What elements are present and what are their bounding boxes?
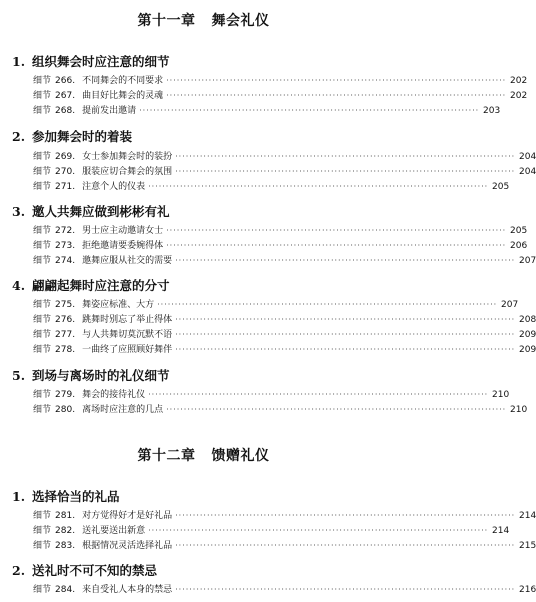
entry-prefix: 细节 xyxy=(33,76,52,86)
page-number: 203 xyxy=(483,106,501,116)
toc-entry[interactable] xyxy=(33,238,528,252)
page-number: 209 xyxy=(519,345,536,355)
toc-entry[interactable] xyxy=(33,149,536,163)
page-number: 210 xyxy=(492,390,510,400)
entry-number: 273. xyxy=(55,241,76,251)
entry-number: 281. xyxy=(55,511,76,521)
section-title: 翩翩起舞时应注意的分寸 xyxy=(32,278,170,293)
section-title: 参加舞会时的着装 xyxy=(32,129,133,144)
dot-leader: ································································································ xyxy=(175,167,516,176)
section-number: 1. xyxy=(12,489,26,504)
entry-title: 女士参加舞会时的装扮 xyxy=(82,152,173,162)
entry-title: 曲目好比舞会的灵魂 xyxy=(82,91,164,101)
section-heading xyxy=(12,561,395,579)
section-heading xyxy=(12,366,395,384)
dot-leader: ································································································ xyxy=(166,241,507,250)
entry-number: 280. xyxy=(55,405,76,415)
entry-title: 一曲终了应照顾好舞伴 xyxy=(82,345,173,355)
entry-title: 来自受礼人本身的禁忌 xyxy=(82,585,173,595)
page-number: 206 xyxy=(510,241,528,251)
chapter-title xyxy=(0,10,407,30)
dot-leader: ································································································ xyxy=(175,330,516,339)
page-number: 204 xyxy=(519,167,536,177)
entry-prefix: 细节 xyxy=(33,330,52,340)
page-number: 205 xyxy=(510,226,528,236)
chapter-name: 馈赠礼仪 xyxy=(211,448,270,464)
toc-entry[interactable] xyxy=(33,103,501,117)
toc-entry[interactable] xyxy=(33,508,536,522)
dot-leader: ································································································ xyxy=(166,405,507,414)
section-title: 组织舞会时应注意的细节 xyxy=(32,54,170,69)
entry-number: 274. xyxy=(55,256,76,266)
entry-title: 送礼要送出新意 xyxy=(82,526,146,536)
entry-number: 270. xyxy=(55,167,76,177)
page-number: 210 xyxy=(510,405,528,415)
dot-leader: ································································································ xyxy=(175,152,516,161)
entry-prefix: 细节 xyxy=(33,182,52,192)
section-number: 3. xyxy=(12,204,26,219)
section-title: 到场与离场时的礼仪细节 xyxy=(32,368,170,383)
page-number: 215 xyxy=(519,541,536,551)
page-number: 207 xyxy=(519,256,536,266)
entry-number: 267. xyxy=(55,91,76,101)
entry-prefix: 细节 xyxy=(33,585,52,595)
entry-prefix: 细节 xyxy=(33,152,52,162)
dot-leader: ································································································ xyxy=(175,315,516,324)
section-heading xyxy=(12,487,395,505)
chapter-number: 第十二章 xyxy=(137,448,196,464)
entry-number: 266. xyxy=(55,76,76,86)
dot-leader: ································································································ xyxy=(175,541,516,550)
section-heading xyxy=(12,276,395,294)
section-number: 2. xyxy=(12,563,26,578)
entry-title: 舞姿应标准、大方 xyxy=(82,300,155,310)
entry-number: 277. xyxy=(55,330,76,340)
dot-leader: ································································································ xyxy=(139,106,480,115)
entry-number: 275. xyxy=(55,300,76,310)
section-number: 1. xyxy=(12,54,26,69)
entry-prefix: 细节 xyxy=(33,405,52,415)
entry-prefix: 细节 xyxy=(33,390,52,400)
chapter-number: 第十一章 xyxy=(137,13,196,29)
entry-prefix: 细节 xyxy=(33,256,52,266)
dot-leader: ································································································ xyxy=(148,182,489,191)
entry-title: 拒绝邀请要委婉得体 xyxy=(82,241,164,251)
toc-entry[interactable] xyxy=(33,342,536,356)
dot-leader: ································································································ xyxy=(175,256,516,265)
entry-number: 278. xyxy=(55,345,76,355)
dot-leader: ································································································ xyxy=(175,585,516,594)
section-number: 2. xyxy=(12,129,26,144)
toc-entry[interactable] xyxy=(33,327,536,341)
entry-prefix: 细节 xyxy=(33,106,52,116)
entry-title: 注意个人的仪表 xyxy=(82,182,146,192)
entry-prefix: 细节 xyxy=(33,241,52,251)
toc-entry[interactable] xyxy=(33,387,510,401)
entry-number: 276. xyxy=(55,315,76,325)
entry-number: 268. xyxy=(55,106,76,116)
entry-title: 与人共舞切莫沉默不语 xyxy=(82,330,173,340)
toc-entry[interactable] xyxy=(33,223,528,237)
dot-leader: ································································································ xyxy=(175,511,516,520)
entry-prefix: 细节 xyxy=(33,315,52,325)
entry-title: 跳舞时别忘了举止得体 xyxy=(82,315,173,325)
page-number: 208 xyxy=(519,315,536,325)
page-number: 202 xyxy=(510,76,528,86)
entry-title: 提前发出邀请 xyxy=(82,106,137,116)
dot-leader: ································································································ xyxy=(175,345,516,354)
toc-entry[interactable] xyxy=(33,582,536,596)
page-number: 202 xyxy=(510,91,528,101)
section-title: 送礼时不可不知的禁忌 xyxy=(32,563,158,578)
entry-number: 279. xyxy=(55,390,76,400)
toc-entry[interactable] xyxy=(33,402,528,416)
entry-title: 对方觉得好才是好礼品 xyxy=(82,511,173,521)
page-number: 207 xyxy=(501,300,519,310)
section-heading xyxy=(12,52,395,70)
entry-title: 根据情况灵活选择礼品 xyxy=(82,541,173,551)
toc-entry[interactable] xyxy=(33,73,528,87)
page-number: 214 xyxy=(519,511,536,521)
entry-number: 272. xyxy=(55,226,76,236)
entry-title: 舞会的接待礼仪 xyxy=(82,390,146,400)
entry-number: 271. xyxy=(55,182,76,192)
dot-leader: ································································································ xyxy=(166,226,507,235)
toc-entry[interactable] xyxy=(33,179,510,193)
chapter-title xyxy=(0,445,407,465)
dot-leader: ································································································ xyxy=(166,91,507,100)
page-number: 205 xyxy=(492,182,510,192)
entry-number: 284. xyxy=(55,585,76,595)
page-number: 204 xyxy=(519,152,536,162)
toc-entry[interactable] xyxy=(33,297,519,311)
toc-entry[interactable] xyxy=(33,88,528,102)
entry-number: 282. xyxy=(55,526,76,536)
section-heading xyxy=(12,127,395,145)
entry-prefix: 细节 xyxy=(33,526,52,536)
entry-prefix: 细节 xyxy=(33,167,52,177)
section-title: 选择恰当的礼品 xyxy=(32,489,120,504)
entry-prefix: 细节 xyxy=(33,511,52,521)
toc-entry[interactable] xyxy=(33,253,536,267)
entry-prefix: 细节 xyxy=(33,300,52,310)
toc-entry[interactable] xyxy=(33,312,536,326)
toc-entry[interactable] xyxy=(33,538,536,552)
entry-prefix: 细节 xyxy=(33,91,52,101)
section-title: 邀人共舞应做到彬彬有礼 xyxy=(32,204,170,219)
dot-leader: ································································································ xyxy=(148,390,489,399)
page-number: 216 xyxy=(519,585,536,595)
section-heading xyxy=(12,202,395,220)
page-number: 214 xyxy=(492,526,510,536)
entry-prefix: 细节 xyxy=(33,541,52,551)
entry-title: 邀舞应服从社交的需要 xyxy=(82,256,173,266)
entry-prefix: 细节 xyxy=(33,345,52,355)
entry-title: 男士应主动邀请女士 xyxy=(82,226,164,236)
toc-entry[interactable] xyxy=(33,164,536,178)
entry-title: 不同舞会的不同要求 xyxy=(82,76,164,86)
entry-title: 离场时应注意的几点 xyxy=(82,405,164,415)
section-number: 5. xyxy=(12,368,26,383)
entry-prefix: 细节 xyxy=(33,226,52,236)
entry-title: 服装应切合舞会的氛围 xyxy=(82,167,173,177)
dot-leader: ································································································ xyxy=(148,526,489,535)
entry-number: 283. xyxy=(55,541,76,551)
toc-entry[interactable] xyxy=(33,523,510,537)
dot-leader: ································································································ xyxy=(157,300,498,309)
page-number: 209 xyxy=(519,330,536,340)
chapter-name: 舞会礼仪 xyxy=(211,13,270,29)
entry-number: 269. xyxy=(55,152,76,162)
section-number: 4. xyxy=(12,278,26,293)
dot-leader: ································································································ xyxy=(166,76,507,85)
